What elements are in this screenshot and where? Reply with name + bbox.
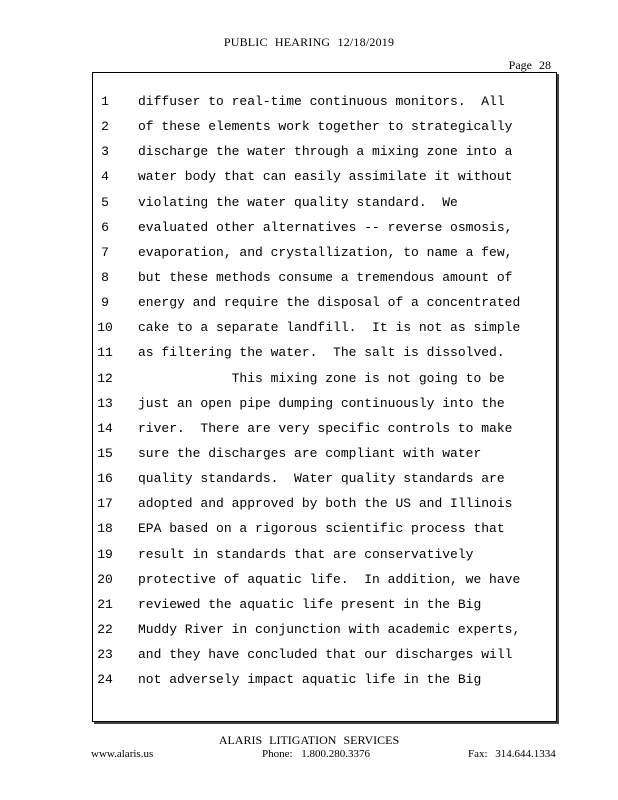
line-number: 9 <box>101 295 109 311</box>
line-number: 12 <box>97 370 113 386</box>
transcript-line <box>0 466 618 491</box>
transcript-line <box>0 240 618 265</box>
transcript-line <box>0 542 618 567</box>
line-text: evaporation, and crystallization, to name a few, <box>138 244 513 260</box>
line-number: 5 <box>101 194 109 210</box>
line-number: 1 <box>101 94 109 109</box>
line-number: 16 <box>97 471 113 487</box>
line-number: 13 <box>97 395 113 411</box>
transcript-line <box>0 114 618 139</box>
transcript-line <box>0 366 618 391</box>
line-number: 11 <box>97 345 113 361</box>
line-number: 24 <box>97 672 113 688</box>
transcript-line <box>0 290 618 315</box>
transcript-line <box>0 164 618 189</box>
line-number: 2 <box>101 119 109 135</box>
footer-contact <box>0 748 618 764</box>
transcript-line <box>0 391 618 416</box>
line-text: water body that can easily assimilate it without <box>138 169 513 185</box>
line-text: and they have concluded that our discharges will <box>138 647 513 663</box>
transcript-line <box>0 516 618 541</box>
line-number: 6 <box>101 219 109 235</box>
line-text: not adversely impact aquatic life in the Big <box>138 672 482 688</box>
transcript-line <box>0 139 618 164</box>
transcript-line <box>0 642 618 667</box>
transcript-line <box>0 265 618 290</box>
transcript-line <box>0 89 618 114</box>
line-number: 21 <box>97 596 113 612</box>
line-number: 15 <box>97 445 113 461</box>
line-number: 19 <box>97 546 113 562</box>
line-text: violating the water quality standard. We <box>138 194 458 210</box>
line-number: 18 <box>97 521 113 537</box>
line-text: just an open pipe dumping continuously into the <box>138 395 505 411</box>
transcript-line <box>0 190 618 215</box>
line-text: cake to a separate landfill. It is not as simple <box>138 320 521 336</box>
line-number: 17 <box>97 496 113 512</box>
line-text: diffuser to real-time continuous monitors. All <box>138 94 505 109</box>
footer-website[interactable]: www.alaris.us <box>91 748 154 760</box>
transcript-line <box>0 592 618 617</box>
line-text: as filtering the water. The salt is dissolved. <box>138 345 505 361</box>
line-number: 8 <box>101 269 109 285</box>
line-text: adopted and approved by both the US and Illinois <box>138 496 513 512</box>
footer-company: ALARIS LITIGATION SERVICES <box>218 733 400 747</box>
line-text: protective of aquatic life. In addition, we have <box>138 571 521 587</box>
line-text: EPA based on a rigorous scientific process that <box>138 521 505 537</box>
line-text: energy and require the disposal of a concentrated <box>138 295 521 311</box>
line-number: 4 <box>101 169 109 185</box>
line-text: Muddy River in conjunction with academic experts, <box>138 621 521 637</box>
line-text: quality standards. Water quality standards are <box>138 471 505 487</box>
page-number: Page 28 <box>508 58 551 72</box>
line-text: river. There are very specific controls to make <box>138 420 513 436</box>
line-text: reviewed the aquatic life present in the Big <box>138 596 482 612</box>
line-number: 23 <box>97 647 113 663</box>
transcript-line <box>0 441 618 466</box>
transcript-line <box>0 667 618 692</box>
line-number: 3 <box>101 144 109 160</box>
line-text: result in standards that are conservatively <box>138 546 474 562</box>
transcript-line <box>0 617 618 642</box>
line-text: sure the discharges are compliant with water <box>138 445 482 461</box>
transcript-line <box>0 315 618 340</box>
line-number: 14 <box>97 420 113 436</box>
transcript-line <box>0 340 618 365</box>
line-text: This mixing zone is not going to be <box>138 370 505 386</box>
transcript-line <box>0 567 618 592</box>
line-number: 7 <box>101 244 109 260</box>
line-text: discharge the water through a mixing zone into a <box>138 144 513 160</box>
page-header-title: PUBLIC HEARING 12/18/2019 <box>223 35 395 49</box>
line-text: but these methods consume a tremendous amount of <box>138 269 513 285</box>
transcript-lines <box>0 89 618 692</box>
line-number: 10 <box>97 320 113 336</box>
transcript-line <box>0 491 618 516</box>
line-number: 20 <box>97 571 113 587</box>
footer-fax: Fax: 314.644.1334 <box>468 748 556 760</box>
transcript-line <box>0 416 618 441</box>
line-number: 22 <box>97 621 113 637</box>
transcript-line <box>0 215 618 240</box>
footer-phone: Phone: 1.800.280.3376 <box>262 748 371 760</box>
line-text: of these elements work together to strategically <box>138 119 513 135</box>
line-text: evaluated other alternatives -- reverse osmosis, <box>138 219 513 235</box>
